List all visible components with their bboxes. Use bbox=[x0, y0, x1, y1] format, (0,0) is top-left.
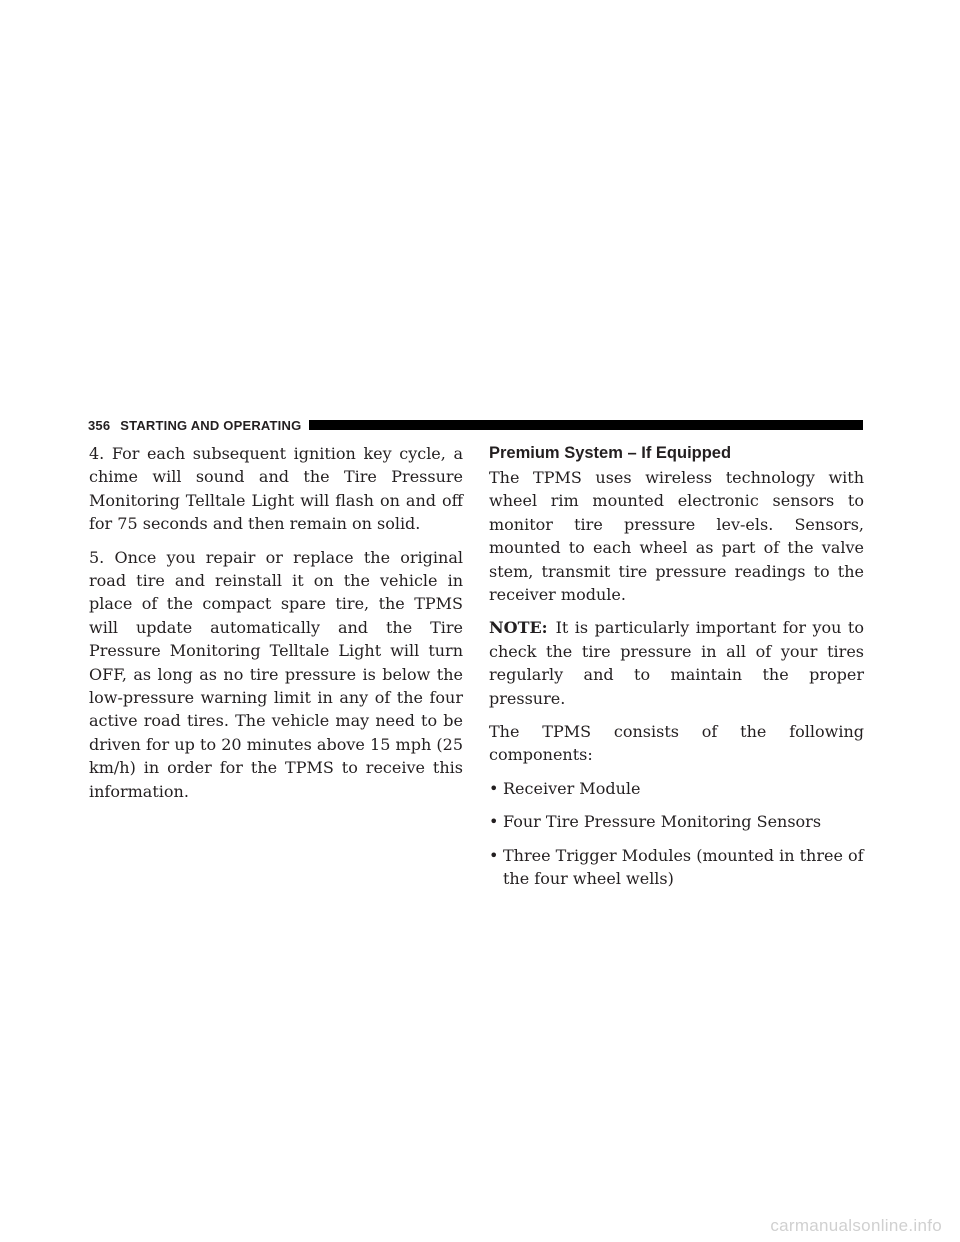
page-number: 356 bbox=[88, 417, 111, 433]
left-column bbox=[89, 442, 463, 813]
list-item-text: Four Tire Pressure Monitoring Sensors bbox=[503, 812, 822, 832]
bullet-icon: • bbox=[489, 812, 499, 832]
bullet-icon: • bbox=[489, 778, 499, 798]
page-header bbox=[88, 418, 863, 432]
list-item-text: Three Trigger Modules (mounted in three of the four wheel wells) bbox=[503, 845, 864, 889]
header-rule bbox=[309, 420, 863, 430]
paragraph-step-5: 5. Once you repair or replace the original road tire and reinstall it on the vehicle in place of the compact spare tire, the TPMS will update automatically and the Tire Pressure Monitoring Telltale Light will turn OFF, as long as no tire pressure is below the low-pressure warning limit in any of the four active road tires. The vehicle may need to be driven for up to 20 minutes above 15 mph (25 km/h) in order for the TPMS to receive this information. bbox=[89, 547, 463, 801]
note-label: NOTE: bbox=[489, 618, 548, 638]
paragraph-step-4: 4. For each subsequent ignition key cycle, a chime will sound and the Tire Pressure Monitoring Telltale Light will flash on and off for 75 seconds and then remain on solid. bbox=[89, 444, 463, 534]
note-text: It is particularly important for you to check the tire pressure in all of your tires regularly and to maintain the proper pressure. bbox=[489, 618, 864, 708]
list-item bbox=[489, 810, 864, 833]
list-item-text: Receiver Module bbox=[503, 778, 641, 798]
note-paragraph bbox=[489, 616, 864, 710]
right-column bbox=[489, 442, 864, 901]
components-intro: The TPMS consists of the following components: bbox=[489, 722, 864, 765]
components-list bbox=[489, 777, 864, 891]
list-item bbox=[489, 844, 864, 891]
section-title: STARTING AND OPERATING bbox=[120, 417, 302, 433]
list-item bbox=[489, 777, 864, 800]
watermark: carmanualsonline.info bbox=[770, 1216, 942, 1235]
bullet-icon: • bbox=[489, 845, 499, 865]
intro-paragraph: The TPMS uses wireless technology with wheel rim mounted electronic sensors to monitor tire pressure lev-els. Sensors, mounted to each wheel as part of the valve stem, transmit tire pressure readings to the receiver module. bbox=[489, 468, 864, 605]
section-heading: Premium System – If Equipped bbox=[489, 444, 732, 462]
